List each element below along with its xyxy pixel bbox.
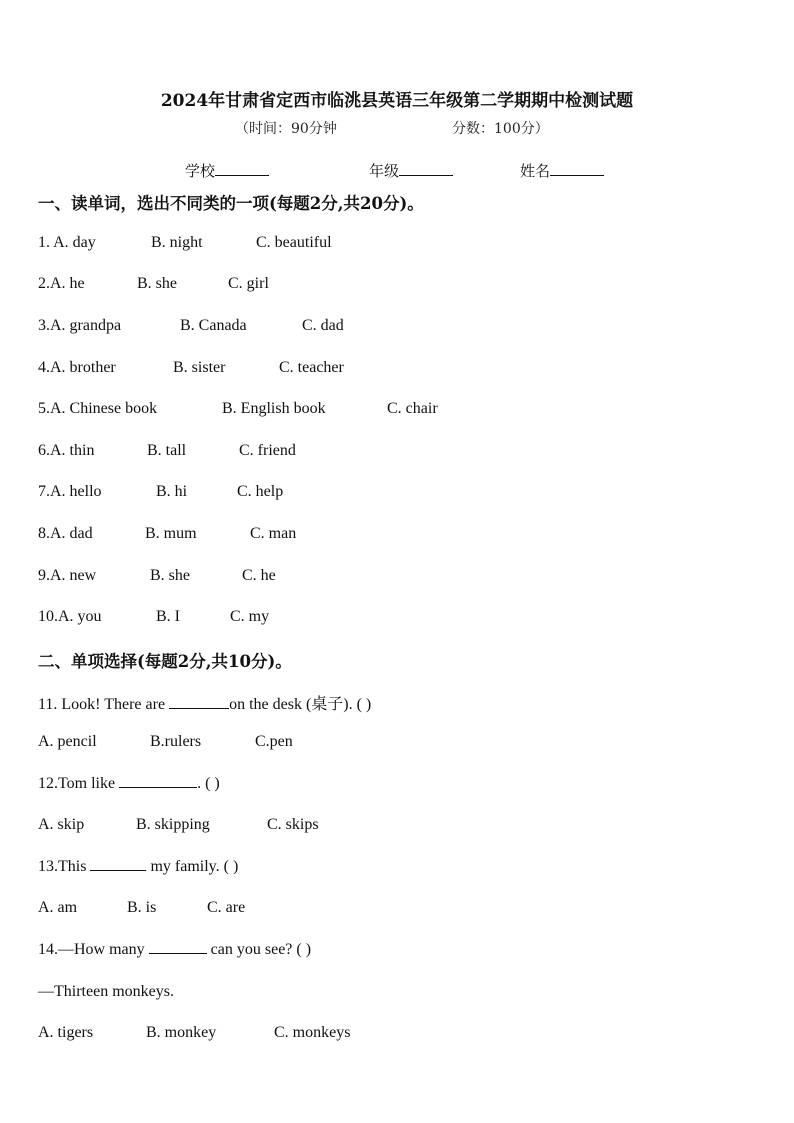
school-blank[interactable] xyxy=(215,175,269,176)
option-c: C. are xyxy=(207,899,246,916)
option-c: C. my xyxy=(230,608,270,625)
question-stem: 12.Tom like xyxy=(38,775,120,792)
section-1-heading: 一、读单词，选出不同类的一项(每题2分,共20分)。 xyxy=(38,194,424,213)
option-c: C. girl xyxy=(228,275,269,292)
question-number: 6.A. thin xyxy=(38,442,95,459)
option-c: C. monkeys xyxy=(274,1024,351,1041)
question-stem-end: on the desk (桌子). ( ) xyxy=(229,696,372,713)
grade-field xyxy=(369,160,453,181)
question-number: 3.A. grandpa xyxy=(38,317,122,334)
question-11 xyxy=(38,691,371,714)
option-b: B. mum xyxy=(145,525,197,542)
question-12 xyxy=(38,775,220,793)
question-number: 8.A. dad xyxy=(38,525,93,542)
answer-blank[interactable] xyxy=(149,953,207,954)
question-stem-end: my family. ( ) xyxy=(146,858,239,875)
question-number: 4.A. brother xyxy=(38,359,116,376)
question-number: 5.A. Chinese book xyxy=(38,400,158,417)
option-c: C. friend xyxy=(239,442,296,459)
option-a: A. tigers xyxy=(38,1024,94,1041)
option-b: B. monkey xyxy=(146,1024,217,1041)
option-b: B. night xyxy=(151,234,203,251)
name-label: 姓名 xyxy=(520,162,551,180)
question-stem-end: can you see? ( ) xyxy=(206,941,312,958)
option-c: C. help xyxy=(237,483,284,500)
school-label: 学校 xyxy=(185,162,216,180)
option-c: C. he xyxy=(242,567,276,584)
question-14-reply: —Thirteen monkeys. xyxy=(38,983,174,1000)
page-title: 2024年甘肃省定西市临洮县英语三年级第二学期期中检测试题 xyxy=(160,91,634,111)
answer-blank[interactable] xyxy=(119,787,197,788)
option-b: B. tall xyxy=(147,442,187,459)
exam-time: （时间：90分钟 xyxy=(235,121,337,137)
question-number: 2.A. he xyxy=(38,275,85,292)
question-stem: 14.—How many xyxy=(38,941,149,958)
question-number: 1. A. day xyxy=(38,234,96,251)
question-stem: 13.This xyxy=(38,858,91,875)
answer-blank[interactable] xyxy=(169,708,229,709)
option-c: C. beautiful xyxy=(256,234,332,251)
option-b: B. sister xyxy=(173,359,226,376)
option-b: B. English book xyxy=(222,400,326,417)
option-a: A. skip xyxy=(38,816,85,833)
option-c: C.pen xyxy=(255,733,293,750)
question-14 xyxy=(38,941,311,959)
question-number: 9.A. new xyxy=(38,567,97,584)
option-b: B. she xyxy=(150,567,190,584)
option-b: B.rulers xyxy=(150,733,202,750)
option-a: A. am xyxy=(38,899,78,916)
option-b: B. she xyxy=(137,275,177,292)
answer-blank[interactable] xyxy=(90,870,146,871)
question-number: 7.A. hello xyxy=(38,483,102,500)
question-stem: 11. Look! There are xyxy=(38,696,170,713)
option-b: B. Canada xyxy=(180,317,247,334)
option-c: C. man xyxy=(250,525,297,542)
option-b: B. hi xyxy=(156,483,188,500)
name-field xyxy=(520,160,604,181)
question-number: 10.A. you xyxy=(38,608,102,625)
option-c: C. skips xyxy=(267,816,319,833)
grade-label: 年级 xyxy=(369,162,400,180)
option-c: C. teacher xyxy=(279,359,344,376)
option-b: B. is xyxy=(127,899,157,916)
option-c: C. chair xyxy=(387,400,438,417)
question-stem-end: . ( ) xyxy=(197,775,220,792)
option-b: B. skipping xyxy=(136,816,210,833)
section-2-heading: 二、单项选择(每题2分,共10分)。 xyxy=(38,652,292,671)
option-a: A. pencil xyxy=(38,733,97,750)
question-13 xyxy=(38,858,238,876)
name-blank[interactable] xyxy=(550,175,604,176)
school-field xyxy=(185,160,269,181)
exam-score: 分数：100分） xyxy=(452,121,549,137)
option-c: C. dad xyxy=(302,317,344,334)
option-b: B. I xyxy=(156,608,180,625)
grade-blank[interactable] xyxy=(399,175,453,176)
